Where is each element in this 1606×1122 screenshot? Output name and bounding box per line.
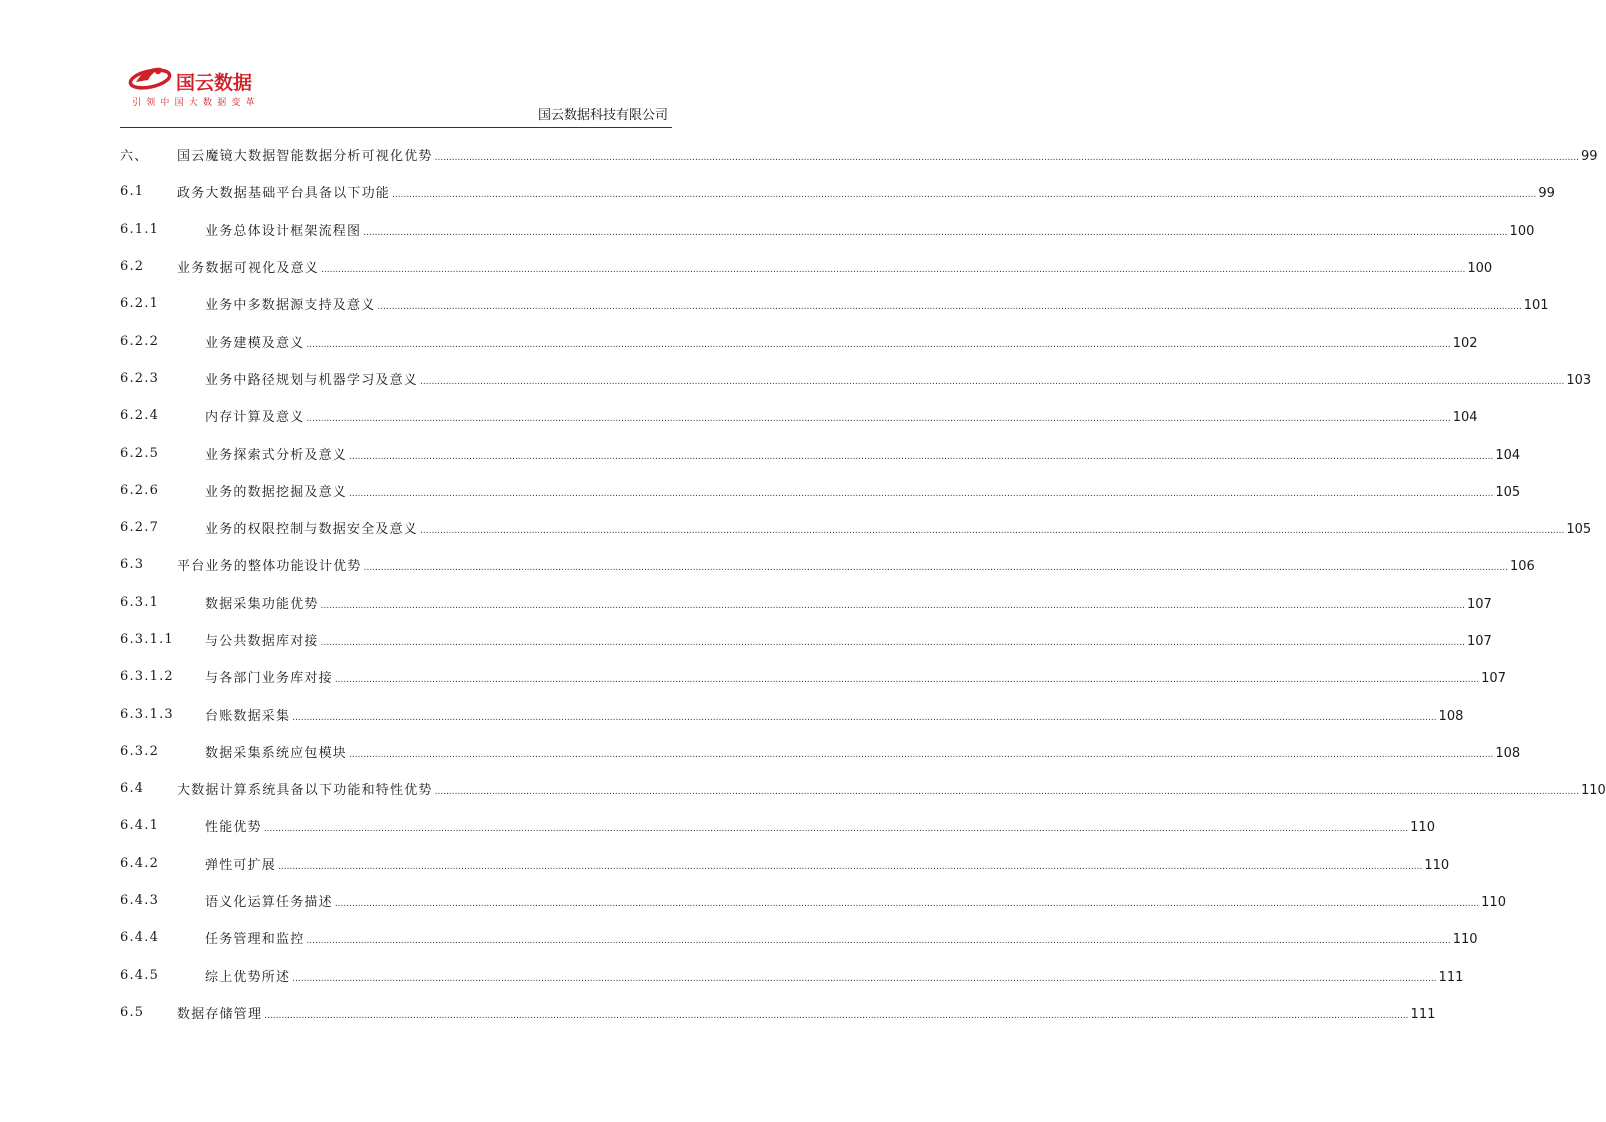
toc-entry-line bbox=[177, 182, 1555, 202]
toc-entry-page: 108 bbox=[1438, 708, 1464, 724]
toc-entry-number: 6.3.1.3 bbox=[120, 706, 174, 722]
toc-entry[interactable] bbox=[120, 584, 1492, 621]
company-name: 国云数据科技有限公司 bbox=[537, 108, 668, 123]
toc-dot-leader: ................................................................................................................................................................................................................................................................................................................................................................................................................ bbox=[363, 227, 1508, 238]
toc-entry-line bbox=[205, 928, 1478, 948]
toc-dot-leader: ................................................................................................................................................................................................................................................................................................................................................................................................................ bbox=[434, 153, 1579, 164]
toc-entry[interactable] bbox=[120, 546, 1535, 583]
toc-entry-title: 业务的权限控制与数据安全及意义 bbox=[205, 522, 419, 538]
toc-entry-page: 107 bbox=[1466, 596, 1492, 612]
toc-entry-line bbox=[205, 705, 1464, 724]
toc-entry[interactable] bbox=[120, 397, 1478, 434]
toc-entry[interactable] bbox=[120, 248, 1493, 285]
toc-entry-page: 104 bbox=[1452, 410, 1478, 426]
toc-entry-title: 数据采集系统应包模块 bbox=[205, 745, 348, 761]
toc-entry-page: 103 bbox=[1566, 372, 1592, 388]
toc-entry-title: 语义化运算任务描述 bbox=[205, 895, 333, 911]
toc-entry-number: 6.4.3 bbox=[120, 893, 160, 909]
toc-entry-line bbox=[177, 1003, 1436, 1022]
toc-entry-line bbox=[205, 630, 1492, 649]
toc-dot-leader: ................................................................................................................................................................................................................................................................................................................................................................................................................ bbox=[349, 451, 1494, 462]
toc-entry-title: 业务中多数据源支持及意义 bbox=[205, 298, 376, 314]
toc-entry-number: 6.3.1.1 bbox=[120, 632, 174, 647]
toc-entry-page: 105 bbox=[1566, 522, 1592, 538]
toc-entry-page: 110 bbox=[1452, 932, 1478, 948]
toc-dot-leader: ................................................................................................................................................................................................................................................................................................................................................................................................................ bbox=[334, 675, 1480, 686]
toc-entry-title: 业务总体设计框架流程图 bbox=[205, 223, 362, 239]
toc-entry-number: 6.2.3 bbox=[120, 370, 160, 386]
toc-entry-title: 大数据计算系统具备以下功能和特性优势 bbox=[177, 783, 433, 799]
toc-entry-line bbox=[205, 593, 1492, 612]
toc-entry-line bbox=[205, 332, 1478, 351]
toc-dot-leader: ................................................................................................................................................................................................................................................................................................................................................................................................................ bbox=[292, 973, 1437, 984]
page-header bbox=[0, 0, 793, 130]
toc-entry-page: 110 bbox=[1424, 857, 1450, 873]
toc-dot-leader: ................................................................................................................................................................................................................................................................................................................................................................................................................ bbox=[264, 1010, 1409, 1021]
toc-entry[interactable] bbox=[120, 322, 1478, 359]
toc-entry-line bbox=[205, 294, 1549, 314]
toc-dot-leader: ................................................................................................................................................................................................................................................................................................................................................................................................................ bbox=[392, 190, 1537, 201]
toc-entry-page: 107 bbox=[1466, 634, 1492, 649]
toc-entry-line bbox=[205, 444, 1521, 463]
toc-entry-line bbox=[205, 966, 1464, 985]
toc-entry-page: 105 bbox=[1495, 484, 1521, 500]
toc-entry-title: 数据存储管理 bbox=[177, 1006, 263, 1022]
toc-entry-page: 111 bbox=[1438, 969, 1464, 985]
logo-name: 国云数据 bbox=[176, 72, 253, 94]
toc-entry-page: 100 bbox=[1467, 261, 1493, 277]
toc-entry-title: 综上优势所述 bbox=[205, 969, 291, 985]
toc-entry-title: 与各部门业务库对接 bbox=[205, 671, 333, 687]
toc-entry-line bbox=[205, 518, 1592, 538]
toc-entry-number: 6.2.7 bbox=[120, 520, 160, 536]
toc-dot-leader: ................................................................................................................................................................................................................................................................................................................................................................................................................ bbox=[306, 339, 1451, 350]
toc-entry-title: 业务建模及意义 bbox=[205, 335, 305, 351]
company-logo bbox=[128, 62, 278, 110]
header-divider bbox=[120, 127, 672, 128]
toc-entry-line bbox=[205, 742, 1521, 761]
toc-entry-title: 业务中路径规划与机器学习及意义 bbox=[205, 372, 419, 388]
toc-entry-number: 六、 bbox=[120, 149, 149, 165]
toc-entry[interactable] bbox=[120, 285, 1549, 322]
toc-entry-title: 任务管理和监控 bbox=[205, 932, 305, 948]
toc-entry-title: 性能优势 bbox=[205, 820, 262, 836]
toc-entry-number: 6.4 bbox=[120, 781, 145, 797]
toc-entry-title: 国云魔镜大数据智能数据分析可视化优势 bbox=[177, 149, 433, 165]
toc-entry[interactable] bbox=[120, 807, 1435, 844]
toc-entry-number: 6.2.4 bbox=[120, 408, 160, 424]
toc-entry-line bbox=[205, 667, 1506, 687]
toc-entry-number: 6.2.6 bbox=[120, 482, 160, 498]
toc-entry-line bbox=[205, 816, 1435, 836]
toc-entry-title: 平台业务的整体功能设计优势 bbox=[177, 559, 362, 575]
toc-entry-number: 6.1 bbox=[120, 184, 145, 200]
toc-dot-leader: ................................................................................................................................................................................................................................................................................................................................................................................................................ bbox=[321, 265, 1466, 276]
toc-entry-number: 6.3.2 bbox=[120, 743, 160, 759]
toc-entry-line bbox=[177, 145, 1598, 165]
toc-entry-line bbox=[205, 369, 1592, 388]
toc-entry-line bbox=[205, 406, 1478, 426]
toc-entry-page: 101 bbox=[1523, 298, 1549, 314]
toc-entry-line bbox=[205, 854, 1450, 873]
toc-entry-number: 6.3.1 bbox=[120, 594, 160, 610]
toc-dot-leader: ................................................................................................................................................................................................................................................................................................................................................................................................................ bbox=[263, 824, 1409, 835]
toc-dot-leader: ................................................................................................................................................................................................................................................................................................................................................................................................................ bbox=[377, 302, 1522, 313]
toc-entry[interactable] bbox=[120, 994, 1436, 1031]
toc-entry[interactable] bbox=[120, 919, 1478, 956]
toc-entry-page: 110 bbox=[1410, 820, 1435, 836]
toc-dot-leader: ................................................................................................................................................................................................................................................................................................................................................................................................................ bbox=[434, 787, 1579, 798]
toc-entry-number: 6.2.1 bbox=[120, 296, 160, 312]
toc-entry-number: 6.4.4 bbox=[120, 930, 160, 946]
toc-entry[interactable] bbox=[120, 957, 1464, 994]
toc-entry[interactable] bbox=[120, 882, 1506, 919]
toc-entry[interactable] bbox=[120, 695, 1464, 732]
toc-entry-title: 政务大数据基础平台具备以下功能 bbox=[177, 186, 391, 202]
toc-dot-leader: ................................................................................................................................................................................................................................................................................................................................................................................................................ bbox=[334, 899, 1480, 910]
toc-entry-page: 108 bbox=[1495, 745, 1521, 761]
toc-entry[interactable] bbox=[120, 845, 1450, 882]
toc-entry[interactable] bbox=[120, 173, 1555, 210]
toc-entry-number: 6.1.1 bbox=[120, 221, 160, 237]
toc-entry-number: 6.3.1.2 bbox=[120, 669, 174, 685]
toc-entry-number: 6.2.2 bbox=[120, 333, 160, 349]
toc-dot-leader: ................................................................................................................................................................................................................................................................................................................................................................................................................ bbox=[363, 563, 1508, 574]
logo-slogan: 引领中国大数据变革 bbox=[132, 98, 260, 108]
toc-dot-leader: ................................................................................................................................................................................................................................................................................................................................................................................................................ bbox=[420, 526, 1565, 537]
toc-dot-leader: ................................................................................................................................................................................................................................................................................................................................................................................................................ bbox=[320, 600, 1465, 611]
toc-dot-leader: ................................................................................................................................................................................................................................................................................................................................................................................................................ bbox=[349, 488, 1494, 499]
toc-entry[interactable] bbox=[120, 658, 1506, 695]
toc-entry-title: 弹性可扩展 bbox=[205, 857, 277, 873]
table-of-contents bbox=[120, 136, 1606, 1031]
toc-entry-number: 6.4.1 bbox=[120, 818, 160, 834]
toc-entry-line bbox=[205, 481, 1521, 500]
toc-entry-title: 业务的数据挖掘及意义 bbox=[205, 484, 348, 500]
toc-entry-page: 106 bbox=[1509, 559, 1535, 575]
toc-entry-title: 业务数据可视化及意义 bbox=[177, 261, 320, 277]
toc-entry-page: 99 bbox=[1580, 149, 1598, 165]
toc-entry-title: 内存计算及意义 bbox=[205, 410, 305, 426]
toc-dot-leader: ................................................................................................................................................................................................................................................................................................................................................................................................................ bbox=[306, 936, 1451, 947]
toc-entry[interactable] bbox=[120, 770, 1606, 807]
toc-entry-page: 111 bbox=[1410, 1006, 1436, 1022]
toc-entry-number: 6.2 bbox=[120, 259, 145, 275]
toc-entry-line bbox=[177, 555, 1535, 575]
toc-entry-title: 与公共数据库对接 bbox=[205, 634, 319, 649]
toc-entry[interactable] bbox=[120, 733, 1521, 770]
toc-entry-line bbox=[205, 891, 1506, 911]
toc-entry-number: 6.4.5 bbox=[120, 967, 160, 983]
toc-entry-line bbox=[177, 257, 1493, 277]
toc-entry[interactable] bbox=[120, 211, 1535, 248]
toc-entry-number: 6.5 bbox=[120, 1004, 145, 1020]
toc-entry-number: 6.4.2 bbox=[120, 855, 160, 871]
toc-entry-title: 数据采集功能优势 bbox=[205, 596, 319, 612]
toc-dot-leader: ................................................................................................................................................................................................................................................................................................................................................................................................................ bbox=[320, 638, 1465, 648]
toc-entry-title: 台账数据采集 bbox=[205, 708, 291, 724]
toc-entry-page: 110 bbox=[1580, 783, 1606, 799]
toc-entry-page: 104 bbox=[1495, 447, 1521, 463]
toc-entry-page: 100 bbox=[1509, 223, 1535, 239]
toc-entry[interactable] bbox=[120, 136, 1598, 173]
toc-entry-page: 102 bbox=[1452, 335, 1478, 351]
toc-entry-line bbox=[205, 220, 1535, 239]
toc-dot-leader: ................................................................................................................................................................................................................................................................................................................................................................................................................ bbox=[278, 861, 1423, 872]
toc-entry[interactable] bbox=[120, 509, 1592, 546]
toc-entry-title: 业务探索式分析及意义 bbox=[205, 447, 348, 463]
logo-swirl-icon bbox=[128, 62, 174, 94]
toc-dot-leader: ................................................................................................................................................................................................................................................................................................................................................................................................................ bbox=[292, 712, 1437, 723]
toc-entry-page: 110 bbox=[1481, 895, 1506, 911]
toc-dot-leader: ................................................................................................................................................................................................................................................................................................................................................................................................................ bbox=[349, 749, 1494, 760]
toc-dot-leader: ................................................................................................................................................................................................................................................................................................................................................................................................................ bbox=[306, 414, 1451, 425]
toc-entry-line bbox=[177, 779, 1606, 799]
toc-entry-page: 99 bbox=[1538, 186, 1555, 202]
toc-entry-page: 107 bbox=[1481, 671, 1506, 687]
toc-dot-leader: ................................................................................................................................................................................................................................................................................................................................................................................................................ bbox=[420, 376, 1565, 387]
toc-entry[interactable] bbox=[120, 472, 1521, 509]
toc-entry[interactable] bbox=[120, 434, 1521, 471]
toc-entry[interactable] bbox=[120, 360, 1592, 397]
toc-entry[interactable] bbox=[120, 621, 1492, 658]
toc-entry-number: 6.2.5 bbox=[120, 445, 160, 461]
toc-entry-number: 6.3 bbox=[120, 557, 145, 573]
